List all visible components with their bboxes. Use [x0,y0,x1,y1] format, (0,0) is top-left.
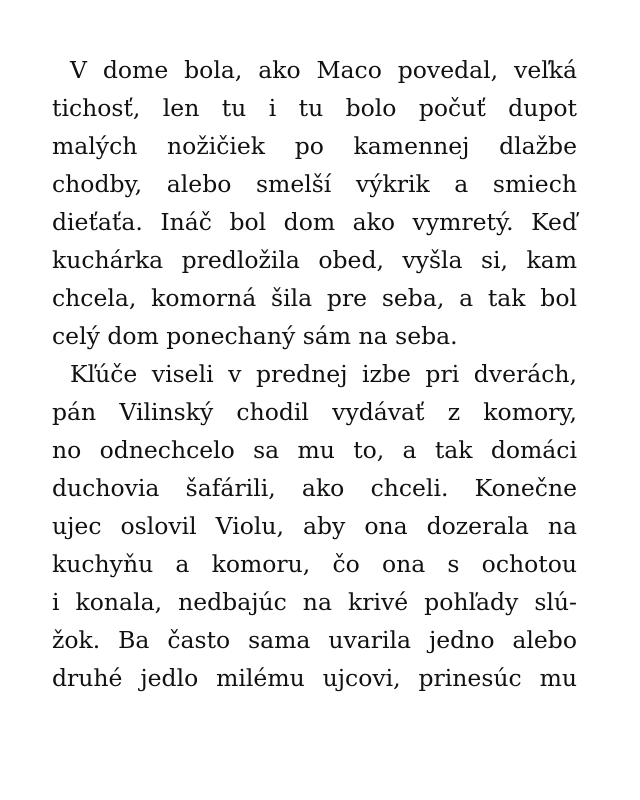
text-line: chcela, komorná šila pre seba, a tak bol [52,284,577,312]
text-line: no odnechcelo sa mu to, a tak domáci [52,436,577,464]
text-line: ujec oslovil Violu, aby ona dozerala na [52,512,577,540]
text-line: i konala, nedbajúc na krivé pohľady slú- [52,588,577,616]
text-line: pán Vilinský chodil vydávať z komory, [52,398,577,426]
text-line: V dome bola, ako Maco povedal, veľká [70,56,577,84]
book-page [52,51,577,697]
text-line: chodby, alebo smelší výkrik a smiech [52,170,577,198]
text-line: celý dom ponechaný sám na seba. [52,322,458,350]
text-line: kuchyňu a komoru, čo ona s ochotou [52,550,577,578]
text-line: malých nožičiek po kamennej dlažbe [52,132,577,160]
text-line: žok. Ba často sama uvarila jedno alebo [52,626,577,654]
text-line: Kľúče viseli v prednej izbe pri dverách, [70,360,577,388]
paragraph [52,355,577,697]
text-line: tichosť, len tu i tu bolo počuť dupot [52,94,577,122]
text-line: duchovia šafárili, ako chceli. Konečne [52,474,577,502]
text-line: dieťaťa. Ináč bol dom ako vymretý. Keď [52,208,577,236]
paragraph [52,51,577,355]
text-line: kuchárka predložila obed, vyšla si, kam [52,246,577,274]
text-line: druhé jedlo milému ujcovi, prinesúc mu [52,664,577,692]
